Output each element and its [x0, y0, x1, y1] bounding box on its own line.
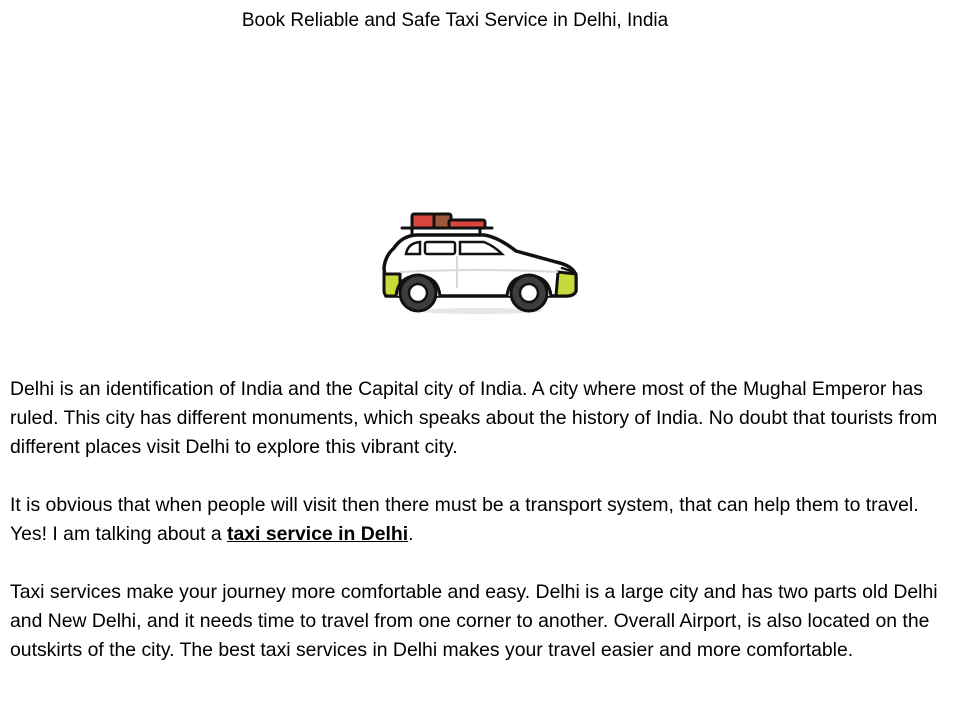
- taxi-car-icon: [376, 206, 586, 318]
- taxi-service-link[interactable]: taxi service in Delhi: [227, 523, 409, 545]
- paragraph-intro: Delhi is an identification of India and the Capital city of India. A city where most of the Mughal Emperor has ruled. This city has different monuments, which speaks about the history of India. No doubt that tourists from different places visit Delhi to explore this vibrant city.: [10, 378, 938, 458]
- paragraph-transport-end: .: [408, 523, 414, 545]
- article-body: [10, 375, 945, 665]
- paragraph-transport-text: It is obvious that when people will visit then there must be a transport system, that can help them to travel. Yes! I am talking about a: [10, 494, 919, 545]
- paragraph-transport: [10, 491, 945, 549]
- paragraph-comfort: Taxi services make your journey more comfortable and easy. Delhi is a large city and has two parts old Delhi and New Delhi, and it needs time to travel from one corner to another. Overall Airport, is also located on the outskirts of the city. The best taxi services in Delhi makes your travel easier and more comfortable.: [10, 581, 938, 661]
- page-title: Book Reliable and Safe Taxi Service in Delhi, India: [241, 10, 669, 31]
